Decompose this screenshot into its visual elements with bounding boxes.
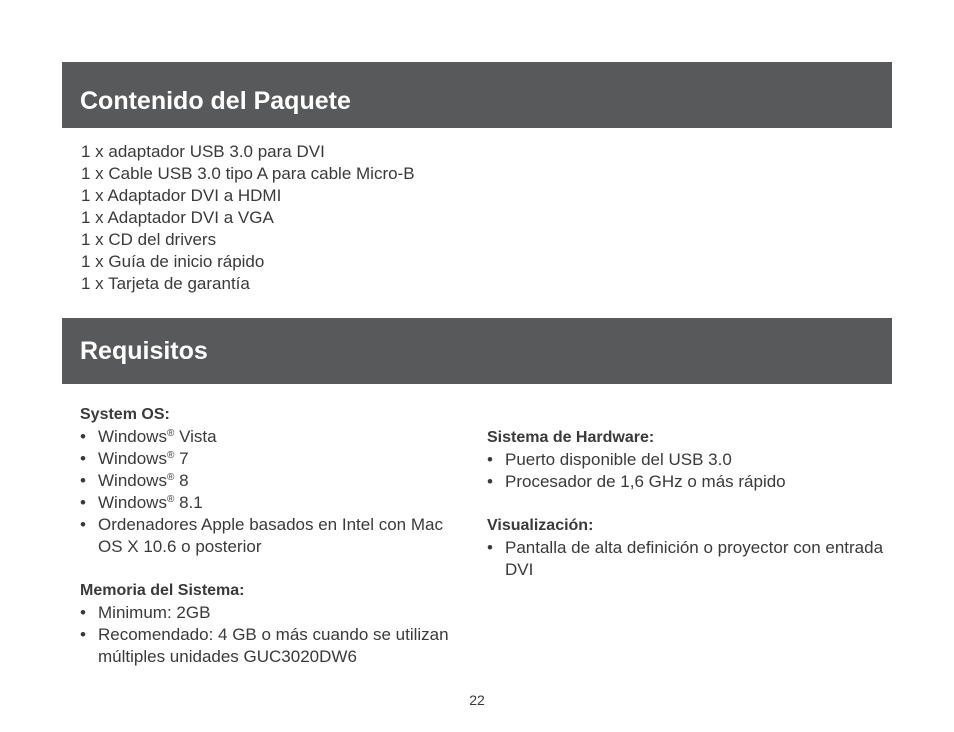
package-contents-list bbox=[81, 141, 415, 295]
os-name: Windows bbox=[98, 427, 167, 446]
list-item: 1 x CD del drivers bbox=[81, 230, 217, 249]
os-version: 7 bbox=[174, 449, 189, 468]
list-item: 1 x Tarjeta de garantía bbox=[81, 274, 250, 293]
requirements-section-title: Requisitos bbox=[80, 337, 208, 365]
hardware-heading: Sistema de Hardware: bbox=[487, 429, 655, 446]
os-version: 8.1 bbox=[174, 493, 203, 512]
list-item bbox=[80, 470, 460, 492]
os-version: Vista bbox=[174, 427, 217, 446]
requirements-section-banner bbox=[62, 318, 892, 384]
registered-mark: ® bbox=[166, 450, 175, 461]
list-item: • Puerto disponible del USB 3.0 bbox=[487, 449, 887, 471]
list-item bbox=[80, 492, 460, 514]
os-name: Windows bbox=[98, 449, 167, 468]
display-list bbox=[487, 537, 887, 581]
list-item: • Ordenadores Apple basados en Intel con Mac OS X 10.6 o posterior bbox=[80, 514, 460, 558]
contents-section-title: Contenido del Paquete bbox=[80, 87, 351, 115]
list-item: • Recomendado: 4 GB o más cuando se utilizan múltiples unidades GUC3020DW6 bbox=[80, 624, 460, 668]
registered-mark: ® bbox=[166, 472, 175, 483]
requirements-left-column bbox=[80, 404, 460, 668]
os-name: Windows bbox=[98, 471, 167, 490]
list-item: 1 x Cable USB 3.0 tipo A para cable Micro-B bbox=[81, 164, 415, 183]
list-item: 1 x Adaptador DVI a HDMI bbox=[81, 186, 282, 205]
os-name: Windows bbox=[98, 493, 167, 512]
list-item: • Procesador de 1,6 GHz o más rápido bbox=[487, 471, 887, 493]
requirements-right-column bbox=[487, 427, 887, 581]
list-item bbox=[80, 448, 460, 470]
list-item: • Minimum: 2GB bbox=[80, 602, 460, 624]
registered-mark: ® bbox=[166, 494, 175, 505]
list-item bbox=[80, 426, 460, 448]
display-heading: Visualización: bbox=[487, 517, 594, 534]
hardware-list bbox=[487, 449, 887, 493]
list-item: 1 x adaptador USB 3.0 para DVI bbox=[81, 142, 325, 161]
list-item: 1 x Adaptador DVI a VGA bbox=[81, 208, 274, 227]
memory-list bbox=[80, 602, 460, 668]
system-os-list bbox=[80, 426, 460, 558]
contents-section-banner bbox=[62, 62, 892, 128]
page-number: 22 bbox=[469, 692, 485, 708]
os-version: 8 bbox=[174, 471, 189, 490]
memory-heading: Memoria del Sistema: bbox=[80, 582, 245, 599]
list-item: • Pantalla de alta definición o proyector con entrada DVI bbox=[487, 537, 887, 581]
list-item: 1 x Guía de inicio rápido bbox=[81, 252, 265, 271]
registered-mark: ® bbox=[166, 428, 175, 439]
system-os-heading: System OS: bbox=[80, 406, 170, 423]
